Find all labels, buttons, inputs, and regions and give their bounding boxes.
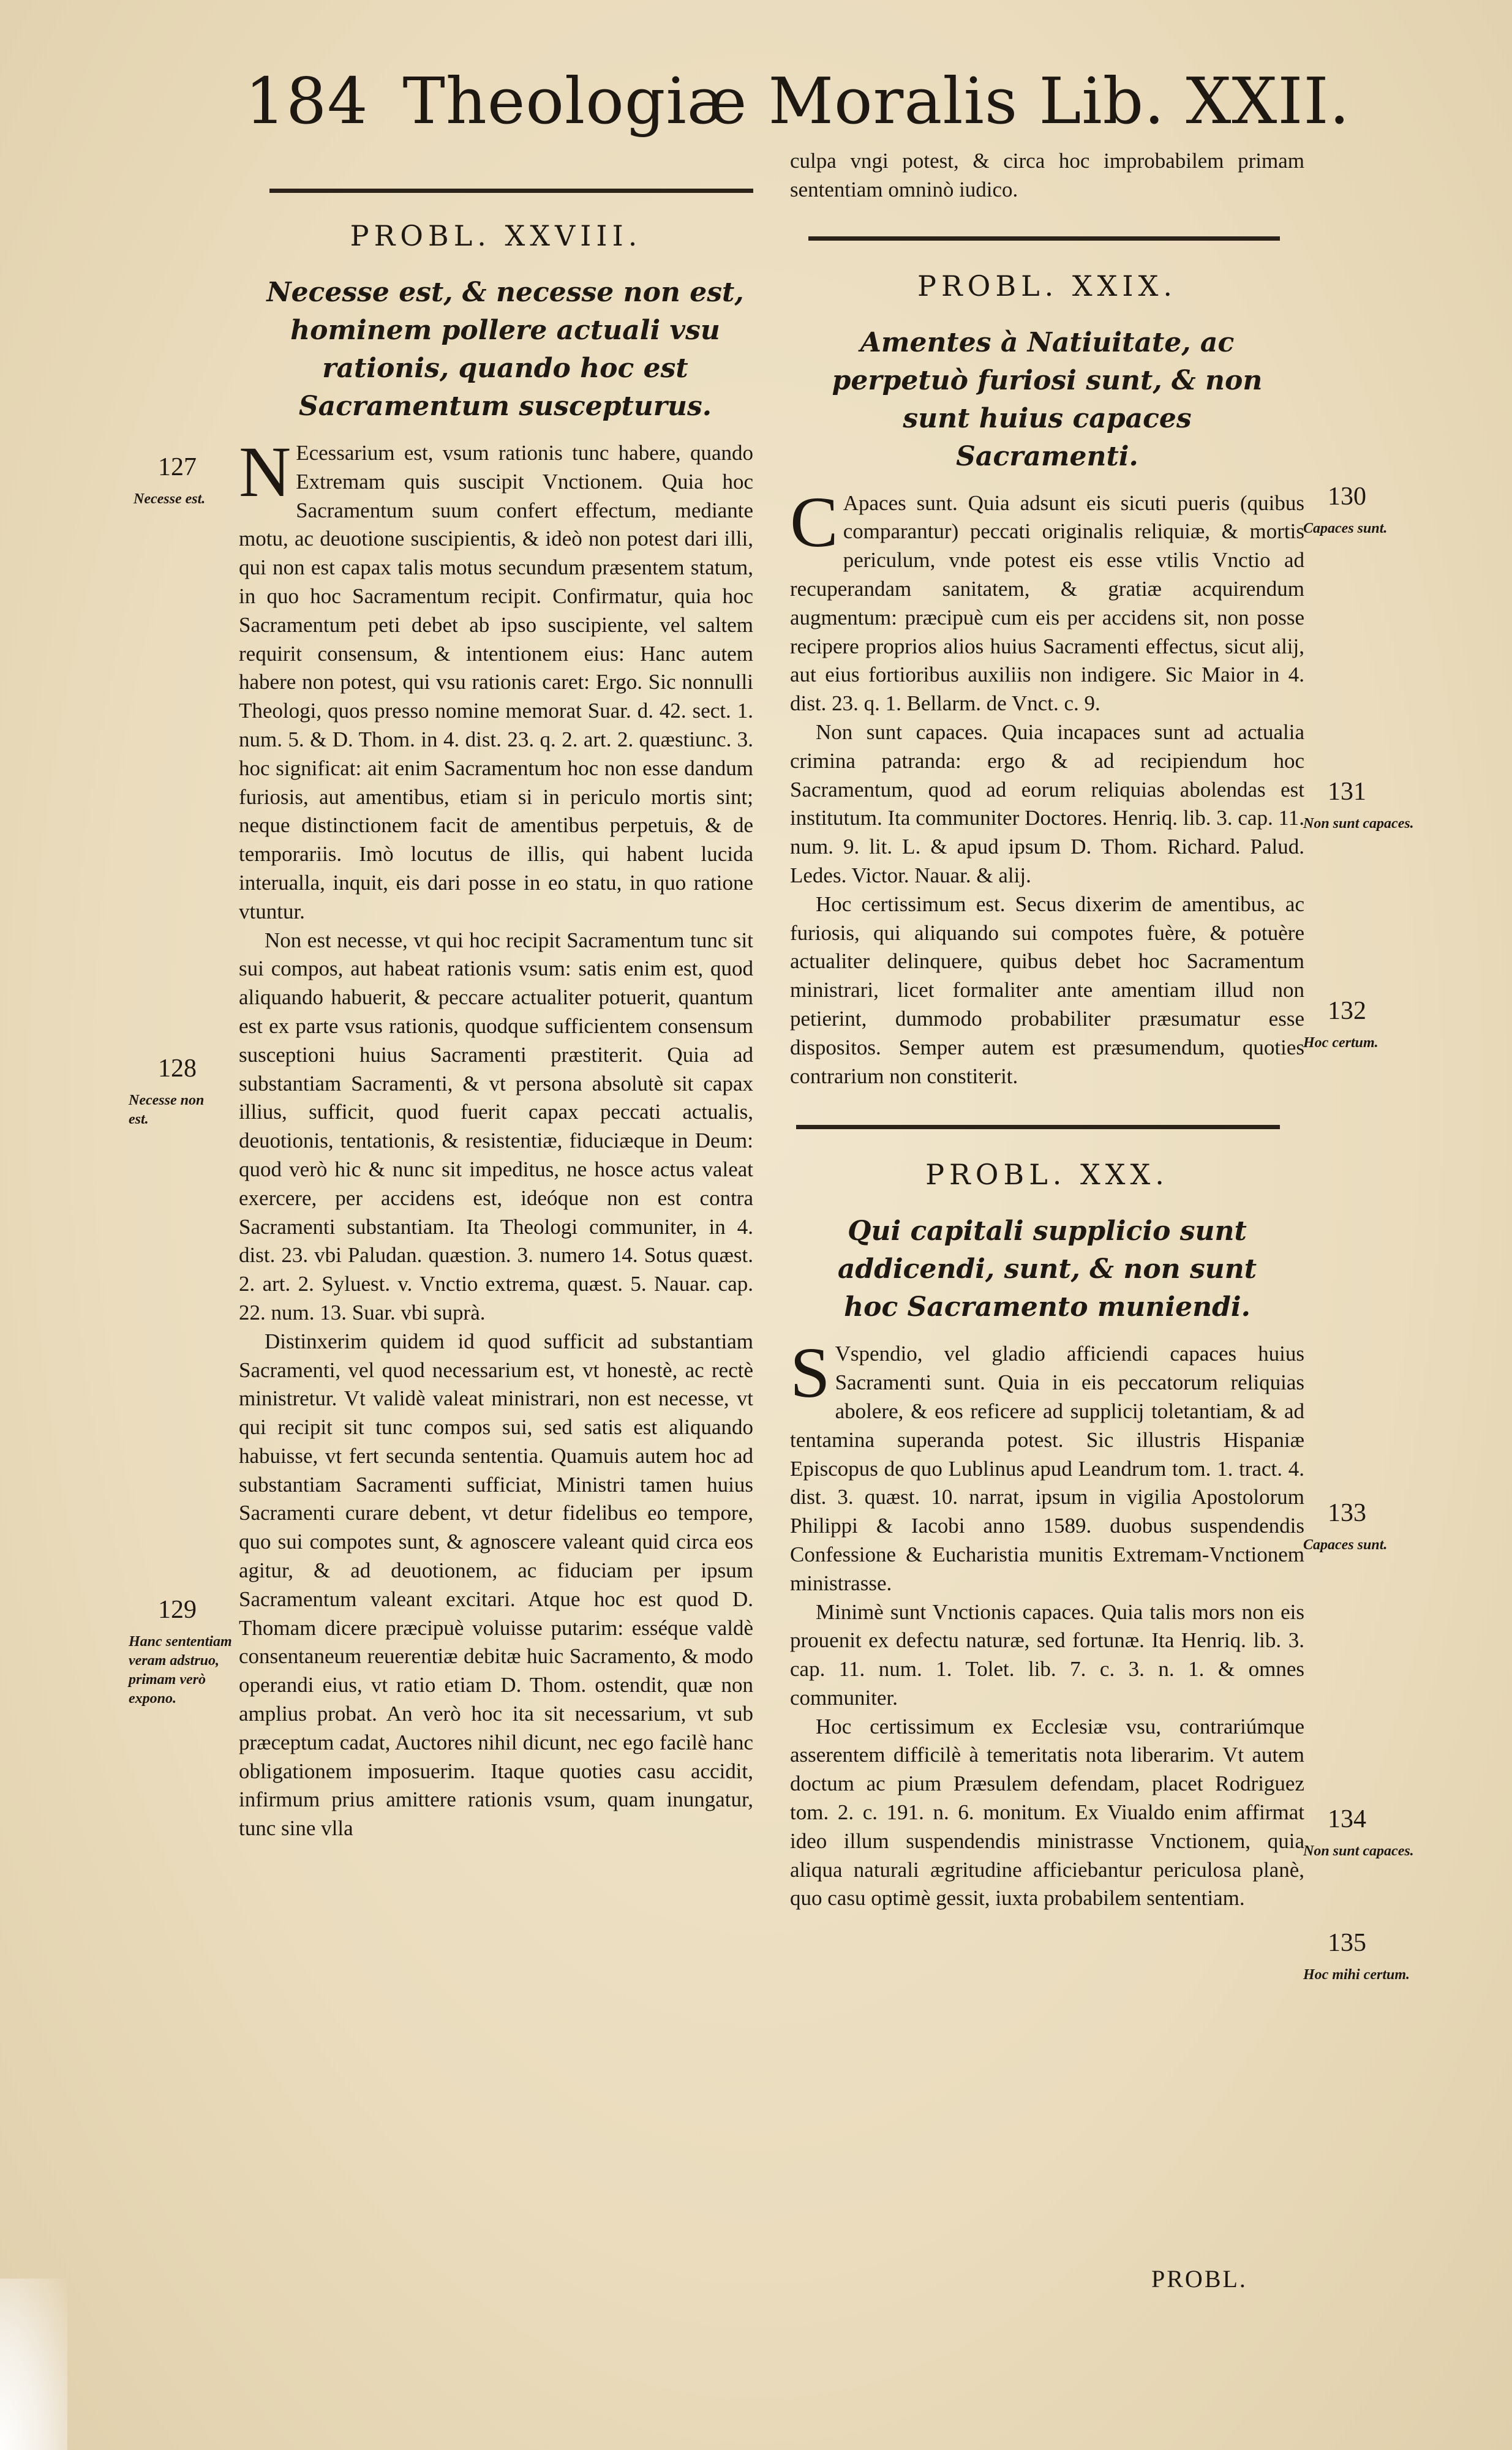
paragraph-133: S Vspendio, vel gladio afficiendi capaces huius Sacramenti sunt. Quia in eis peccatorum reliquias abolere, & eos reficere ad supplicij toletantiam, & ad tentamina superanda potest. Sic illustris Hispaniæ Episcopus de quo Lublinus apud Leandrum tom. 1. tract. 4. dist. 3. quæst. 10. narrat, ipsum in vigilia Apostolorum Philippi & Iacobi anno 1589. duobus suspendendis Confessione & Eucharistia munitis Extremam-Vnctionem ministrasse. bbox=[790, 1332, 1304, 1595]
left-column bbox=[239, 217, 753, 1843]
marginal-number-129: 129 bbox=[158, 1596, 197, 1624]
paragraph-129: Distinxerim quidem id quod sufficit ad substantiam Sacramenti, vel quod necessarium est, vt honestè, ac rectè ministretur. Vt validè valeat ministrari, non est necesse, vt qui recipit sit tunc compos sui, sed satis est aliquando habuisse, vt fert secunda sententia. Quamuis autem hoc ad substantiam Sacramenti sufficiat, Ministri tamen huius Sacramenti curare debent, vt detur fidelibus eo tempore, quo sui compotes sunt, & agnoscere valeant quid circa eos agitur, & ad deuotionem, ac fiduciam per ipsum Sacramentum valeant excitari. Atque hoc est quod D. Thomam dicere præcipuè voluisse putarim: esséque valdè consentaneum reuerentiæ debitæ huic Sacramento, & modo operandi eius, vt ratio etiam D. Thom. ostendit, quæ non amplius probat. An verò hoc ita sit necessarium, vt sub præceptum cadat, Auctores nihil dicunt, nec ego facilè hanc obligationem imposuerim. Itaque quoties casu accidit, infirmum prius amittere rationis vsum, quam inungatur, tunc sine vlla bbox=[239, 1329, 753, 1841]
marginal-number-128: 128 bbox=[158, 1054, 197, 1083]
catchword: PROBL. bbox=[1151, 2265, 1247, 2293]
paragraph-132: Hoc certissimum est. Secus dixerim de amentibus, ac furiosis, qui aliquando sui compotes fuère, & potuère actualiter delinquere, quibus debet hoc Sacramentum ministrari, licet formaliter ante amentiam illud non petierint, dummodo probabiliter præsumatur esse dispositos. Semper autem est præsumendum, quoties contrarium non constiterit. bbox=[790, 892, 1304, 1088]
marginal-number-134: 134 bbox=[1328, 1805, 1366, 1833]
drop-capital: S bbox=[790, 1332, 830, 1413]
running-title: Theologiæ Moralis Lib. XXII. bbox=[402, 64, 1350, 138]
drop-capital: N bbox=[239, 432, 291, 512]
marginal-note-129: Hanc sententiam veram adstruo, primam verò expono. bbox=[129, 1634, 232, 1707]
paragraph-127: N Ecessarium est, vsum rationis tunc habere, quando Extremam quis suscipit Vnctionem. Quia hoc Sacramentum suum confert effectum, mediante motu, ac deuotione suscipientis, & ideò non potest dari illi, qui non est capax talis motus secundum præsentem statum, in quo hoc Sacramentum recipit. Confirmatur, quia hoc Sacramentum peti debet ab ipso suscipiente, vel saltem requirit consensum, & intentionem eius: Hanc autem habere non potest, qui vsu rationis caret: Ergo. Sic nonnulli Theologi, quos presso nomine memorat Suar. d. 42. sect. 1. num. 5. & D. Thom. in 4. dist. 23. q. 2. art. 2. quæstiunc. 3. hoc significat: ait enim Sacramentum hoc non esse dandum furiosis, aut amentibus, etiam si in periculo mortis sint; neque distinctionem facit de amentibus perpetuis, & de temporariis. Imò locutus de illis, qui habent lucida interualla, inquit, eis dari posse in eo statu, in quo ratione vtuntur. bbox=[239, 432, 753, 923]
marginal-note-130: Capaces sunt. bbox=[1303, 520, 1388, 536]
right-column bbox=[790, 147, 1304, 1913]
page-stain bbox=[0, 2279, 67, 2450]
marginal-note-131: Non sunt capaces. bbox=[1303, 816, 1414, 832]
section-rule-29 bbox=[808, 236, 1280, 241]
problem-heading-30: PROBL. XXX. bbox=[925, 1158, 1169, 1192]
problem-title-29: Amentes à Natiuitate, ac perpetuò furiosi sunt, & non sunt huius capaces Sacramenti. bbox=[832, 326, 1263, 472]
problem-title-30: Qui capitali supplicio sunt addicendi, sunt, & non sunt hoc Sacramento muniendi. bbox=[837, 1216, 1257, 1323]
continuation-text: culpa vngi potest, & circa hoc improbabilem primam sententiam omninò iudico. bbox=[790, 149, 1304, 201]
section-rule-30 bbox=[796, 1125, 1280, 1129]
marginal-note-134: Non sunt capaces. bbox=[1303, 1843, 1414, 1859]
marginal-number-130: 130 bbox=[1328, 483, 1366, 511]
problem-heading-29: PROBL. XXIX. bbox=[917, 269, 1177, 302]
marginal-note-127: Necesse est. bbox=[134, 491, 206, 507]
marginal-number-135: 135 bbox=[1328, 1929, 1366, 1957]
paragraph-135: Hoc certissimum ex Ecclesiæ vsu, contrariúmque asserentem difficilè à temeritatis nota liberarim. Vt autem doctum ac pium Præsulem defendam, placet Rodriguez tom. 2. c. 191. n. 6. monitum. Ex Viualdo enim affirmat ideo illum suspendendis ministrasse Vnctionem, quia aliqua naturali ægritudine afficiebantur periculosa planè, quo casu optimè gessit, iuxta probabilem sententiam. bbox=[790, 1714, 1304, 1911]
marginal-note-133: Capaces sunt. bbox=[1303, 1537, 1388, 1553]
marginal-note-128: Necesse non est. bbox=[129, 1092, 205, 1127]
running-header bbox=[245, 55, 1350, 147]
problem-heading-28: PROBL. XXVIII. bbox=[350, 219, 642, 252]
marginal-number-133: 133 bbox=[1328, 1499, 1366, 1527]
top-rule-left bbox=[269, 189, 753, 193]
drop-capital: C bbox=[790, 481, 838, 562]
problem-title-28: Necesse est, & necesse non est, hominem pollere actuali vsu rationis, quando hoc est Sacramentum suscepturus. bbox=[266, 277, 744, 422]
marginal-number-132: 132 bbox=[1328, 997, 1366, 1025]
paragraph-128: Non est necesse, vt qui hoc recipit Sacramentum tunc sit sui compos, aut habeat rationis vsum: satis enim est, quod aliquando habuerit, & peccare actualiter potuerit, quantum est ex parte vsus rationis, quodque sufficientem consensum susceptioni huius Sacramenti præstiterit. Quia ad substantiam Sacramenti, & vt persona absolutè sit capax illius, sufficit, quod fuerit capax peccati actualis, deuotionis, tentationis, & resistentiæ, fiduciæque in Deum: quod verò hic & nunc sit impeditus, ne hosce actus valeat exercere, per accidens est, ideóque non est contra Sacramenti substantiam. Ita Theologi communiter, in 4. dist. 23. vbi Paludan. quæstion. 3. numero 14. Sotus quæst. 2. art. 2. Syluest. v. Vnctio extrema, quæst. 5. Nauar. cap. 22. num. 13. Suar. vbi suprà. bbox=[239, 928, 753, 1325]
marginal-note-132: Hoc certum. bbox=[1303, 1035, 1378, 1051]
marginal-number-131: 131 bbox=[1328, 778, 1366, 806]
marginal-number-127: 127 bbox=[158, 453, 197, 481]
paragraph-131: Non sunt capaces. Quia incapaces sunt ad actualia crimina patranda: ergo & ad recipiendum hoc Sacramentum, quod ad eorum reliquias abolendas est institutum. Ita communiter Doctores. Henriq. lib. 3. cap. 11. num. 9. lit. L. & apud ipsum D. Thom. Richard. Palud. Ledes. Victor. Nauar. & alij. bbox=[790, 720, 1304, 887]
paragraph-130: C Apaces sunt. Quia adsunt eis sicuti pueris (quibus comparantur) peccati originalis reliquiæ, & mortis periculum, vnde potest eis esse vtilis Vnctio ad recuperandam sanitatem, & gratiæ acquirendum augmentum: præcipuè cum eis per accidens sit, non posse recipere proprios alios huius Sacramenti effectus, sicut alij, aut eius fortioribus auxiliis non indigere. Sic Maior in 4. dist. 23. q. 1. Bellarm. de Vnct. c. 9. bbox=[790, 481, 1304, 716]
page-number: 184 bbox=[245, 64, 369, 138]
paragraph-134: Minimè sunt Vnctionis capaces. Quia talis mors non eis prouenit ex defectu naturæ, sed fortunæ. Ita Henriq. lib. 3. cap. 11. num. 1. Tolet. lib. 7. c. 3. n. 1. & omnes communiter. bbox=[790, 1599, 1304, 1710]
marginal-note-135: Hoc mihi certum. bbox=[1303, 1967, 1410, 1983]
